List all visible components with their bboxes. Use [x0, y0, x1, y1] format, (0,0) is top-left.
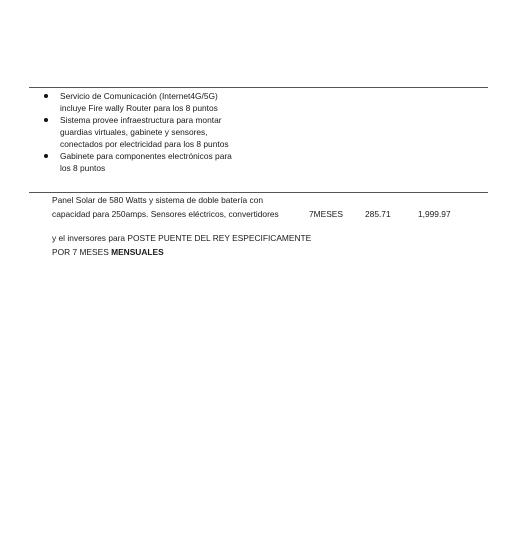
bullet-line: los 8 puntos: [60, 163, 106, 173]
bullet-item-communication: [44, 90, 232, 114]
section-divider: [29, 192, 488, 193]
service-bullet-list: [44, 90, 232, 174]
item-term-prefix: POR 7 MESES: [52, 247, 112, 257]
bullet-line: guardias virtuales, gabinete y sensores,: [60, 127, 208, 137]
item-total: 1,999.97: [418, 209, 451, 219]
bullet-item-infrastructure: [44, 114, 232, 150]
bullet-dot-icon: [44, 94, 48, 98]
item-term-line: [52, 246, 164, 258]
bullet-line: Servicio de Comunicación (Internet4G/5G): [60, 91, 218, 101]
item-quantity: 7MESES: [309, 209, 343, 219]
bullet-line: Gabinete para componentes electrónicos para: [60, 151, 232, 161]
item-unit-price: 285.71: [365, 209, 391, 219]
item-term-emphasis: MENSUALES: [111, 247, 164, 257]
bullet-dot-icon: [44, 118, 48, 122]
bullet-dot-icon: [44, 154, 48, 158]
item-description-line-1: Panel Solar de 580 Watts y sistema de doble batería con: [52, 195, 264, 205]
item-description-line-2: capacidad para 250amps. Sensores eléctricos, convertidores: [52, 209, 279, 219]
item-description-line-3: y el inversores para POSTE PUENTE DEL REY ESPECIFICAMENTE: [52, 233, 312, 243]
bullet-item-cabinet: [44, 150, 232, 174]
bullet-line: conectados por electricidad para los 8 puntos: [60, 139, 229, 149]
bullet-line: incluye Fire wally Router para los 8 puntos: [60, 103, 218, 113]
top-divider: [29, 87, 488, 88]
bullet-line: Sistema provee infraestructura para montar: [60, 115, 222, 125]
